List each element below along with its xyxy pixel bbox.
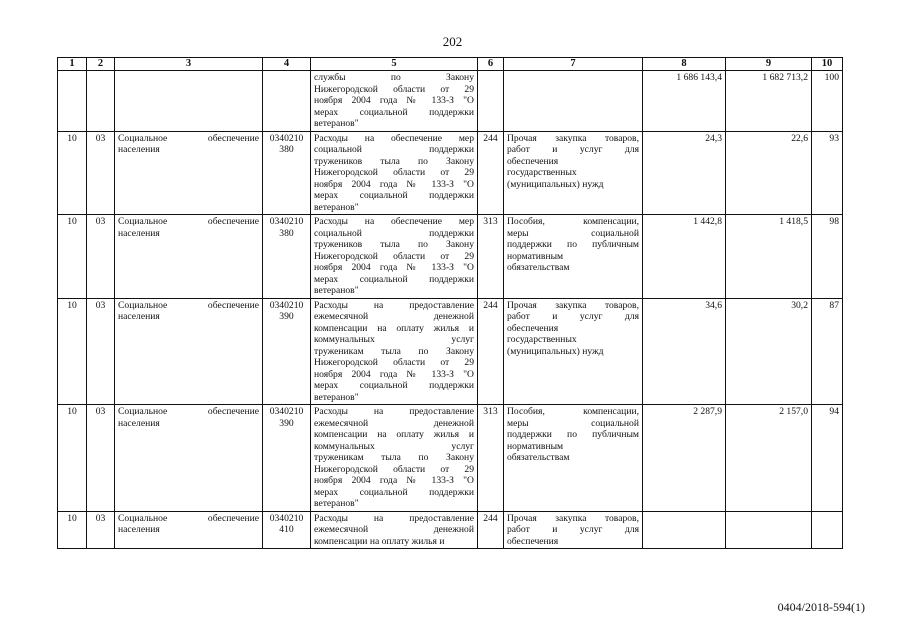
column-header: 3 [115,58,263,71]
execution-percent: 87 [812,298,843,405]
cell-line: Нижегородской области от 29 [314,357,474,368]
cell-line: службы по Закону [314,72,474,83]
expense-type-name [504,71,643,132]
cell-line: тружеников тыла по Закону [314,239,474,250]
executed-amount: 1 682 713,2 [726,71,812,132]
cell-line: Расходы на предоставление [314,406,474,417]
column-header: 4 [263,58,311,71]
subsection-code: 03 [87,215,115,299]
column-header: 10 [812,58,843,71]
target-article-code [263,511,311,549]
expense-type-name [504,405,643,512]
cell-line: Социальное обеспечение [118,406,259,417]
cell-line: Расходы на обеспечение мер [314,132,474,144]
cell-line: 380 [279,144,294,155]
expense-type-name [504,298,643,405]
cell-line: ветеранов" [314,201,359,213]
target-article-code [263,215,311,299]
cell-line: (муниципальных) нужд [507,345,604,357]
target-article-code [263,298,311,405]
section-code: 10 [58,215,87,299]
cell-line: компенсации на оплату жилья и [314,322,474,334]
column-header: 9 [726,58,812,71]
table-row [58,298,843,405]
cell-line: населения [118,417,160,429]
cell-line: 0340210 [269,406,304,417]
executed-amount: 2 157,0 [726,405,812,512]
expense-description [311,405,478,512]
cell-line: труженикам тыла по Закону [314,452,474,463]
execution-percent [812,511,843,549]
cell-line: Расходы на обеспечение мер [314,216,474,227]
budget-table [57,57,843,549]
cell-line: Прочая закупка товаров, [507,512,639,524]
cell-line: работ и услуг для [507,144,639,155]
cell-line: Социальное обеспечение [118,299,259,311]
column-header: 8 [643,58,726,71]
document-code: 0404/2018-594(1) [777,600,865,614]
target-article-code [263,71,311,132]
cell-line: 0340210 [269,216,304,227]
subsection-name [115,298,263,405]
expense-type-code [478,71,504,132]
cell-line: 380 [279,227,294,239]
cell-line: 0340210 [269,299,304,311]
target-article-code [263,131,311,215]
target-article-code [263,405,311,512]
cell-line: Социальное обеспечение [118,132,259,144]
cell-line: мерах социальной поддержки [314,486,474,498]
cell-line: ежемесячной денежной [314,417,474,429]
cell-line: ветеранов" [314,285,359,296]
table-row [58,215,843,299]
cell-line: населения [118,311,160,322]
cell-line: 390 [279,417,294,429]
cell-line: Нижегородской области от 29 [314,250,474,262]
cell-line: ветеранов" [314,391,359,403]
cell-line: ежемесячной денежной [314,524,474,535]
cell-line: Нижегородской области от 29 [314,167,474,178]
cell-line: населения [118,144,160,155]
subsection-code: 03 [87,131,115,215]
subsection-code: 03 [87,405,115,512]
cell-line: меры социальной [507,417,639,429]
table-row [58,405,843,512]
cell-line: ветеранов" [314,498,359,509]
subsection-name [115,71,263,132]
cell-line: компенсации на оплату жилья и [314,535,445,547]
cell-line: ноября 2004 года № 133-З "О [314,368,474,380]
cell-line: государственных [507,334,577,345]
table-row [58,71,843,132]
cell-line: Прочая закупка товаров, [507,299,639,311]
column-header: 1 [58,58,87,71]
column-header: 2 [87,58,115,71]
cell-line: Расходы на предоставление [314,299,474,311]
executed-amount: 22,6 [726,131,812,215]
expense-type-code: 244 [478,131,504,215]
cell-line: мерах социальной поддержки [314,273,474,285]
subsection-name [115,511,263,549]
cell-line: 410 [279,524,294,535]
cell-line: ноября 2004 года № 133-З "О [314,95,474,106]
execution-percent: 94 [812,405,843,512]
cell-line: коммунальных услуг [314,334,474,345]
executed-amount: 1 418,5 [726,215,812,299]
cell-line: Прочая закупка товаров, [507,132,639,144]
cell-line: Социальное обеспечение [118,512,259,524]
expense-type-code: 244 [478,298,504,405]
section-code: 10 [58,298,87,405]
cell-line: работ и услуг для [507,524,639,535]
planned-amount: 2 287,9 [643,405,726,512]
cell-line: обязательствам [507,262,570,273]
expense-description [311,298,478,405]
cell-line: обеспечения [507,535,559,547]
table-body [58,71,843,549]
section-code [58,71,87,132]
expense-type-code: 313 [478,215,504,299]
cell-line: 0340210 [269,512,304,524]
cell-line: ежемесячной денежной [314,311,474,322]
execution-percent: 93 [812,131,843,215]
expense-type-code: 244 [478,511,504,549]
planned-amount: 1 686 143,4 [643,71,726,132]
executed-amount [726,511,812,549]
cell-line: государственных [507,167,577,178]
cell-line: ноября 2004 года № 133-З "О [314,262,474,273]
expense-type-name [504,215,643,299]
section-code: 10 [58,405,87,512]
subsection-code [87,71,115,132]
section-code: 10 [58,131,87,215]
cell-line: Нижегородской области от 29 [314,83,474,95]
subsection-code: 03 [87,298,115,405]
cell-line: Пособия, компенсации, [507,406,639,417]
cell-line: труженикам тыла по Закону [314,345,474,357]
subsection-name [115,215,263,299]
table-row [58,131,843,215]
execution-percent: 98 [812,215,843,299]
cell-line: Расходы на предоставление [314,512,474,524]
execution-percent: 100 [812,71,843,132]
cell-line: 0340210 [269,132,304,144]
expense-description [311,131,478,215]
expense-description [311,215,478,299]
page-number: 202 [442,34,463,49]
cell-line: работ и услуг для [507,311,639,322]
cell-line: социальной поддержки [314,144,474,155]
cell-line: меры социальной [507,227,639,239]
cell-line: поддержки по публичным [507,429,639,440]
subsection-name [115,405,263,512]
cell-line: социальной поддержки [314,227,474,239]
planned-amount [643,511,726,549]
cell-line: Пособия, компенсации, [507,216,639,227]
executed-amount: 30,2 [726,298,812,405]
column-header: 6 [478,58,504,71]
cell-line: нормативным [507,250,564,262]
cell-line: обеспечения [507,322,559,334]
cell-line: тружеников тыла по Закону [314,155,474,167]
cell-line: мерах социальной поддержки [314,190,474,201]
expense-description [311,71,478,132]
cell-line: 390 [279,311,294,322]
planned-amount: 34,6 [643,298,726,405]
planned-amount: 1 442,8 [643,215,726,299]
subsection-code: 03 [87,511,115,549]
cell-line: мерах социальной поддержки [314,106,474,118]
cell-line: коммунальных услуг [314,440,474,452]
cell-line: Нижегородской области от 29 [314,463,474,475]
cell-line: нормативным [507,440,564,452]
table-header-row [58,58,843,71]
subsection-name [115,131,263,215]
cell-line: мерах социальной поддержки [314,380,474,391]
planned-amount: 24,3 [643,131,726,215]
cell-line: обязательствам [507,452,570,463]
cell-line: ветеранов" [314,118,359,129]
cell-line: поддержки по публичным [507,239,639,250]
cell-line: обеспечения [507,155,559,167]
cell-line: ноября 2004 года № 133-З "О [314,475,474,486]
cell-line: населения [118,524,160,535]
cell-line: ноября 2004 года № 133-З "О [314,178,474,190]
expense-type-name [504,511,643,549]
cell-line: Социальное обеспечение [118,216,259,227]
column-header: 5 [311,58,478,71]
table-row [58,511,843,549]
expense-type-code: 313 [478,405,504,512]
cell-line: компенсации на оплату жилья и [314,429,474,440]
cell-line: населения [118,227,160,239]
section-code: 10 [58,511,87,549]
cell-line: (муниципальных) нужд [507,178,604,190]
expense-description [311,511,478,549]
expense-type-name [504,131,643,215]
column-header: 7 [504,58,643,71]
